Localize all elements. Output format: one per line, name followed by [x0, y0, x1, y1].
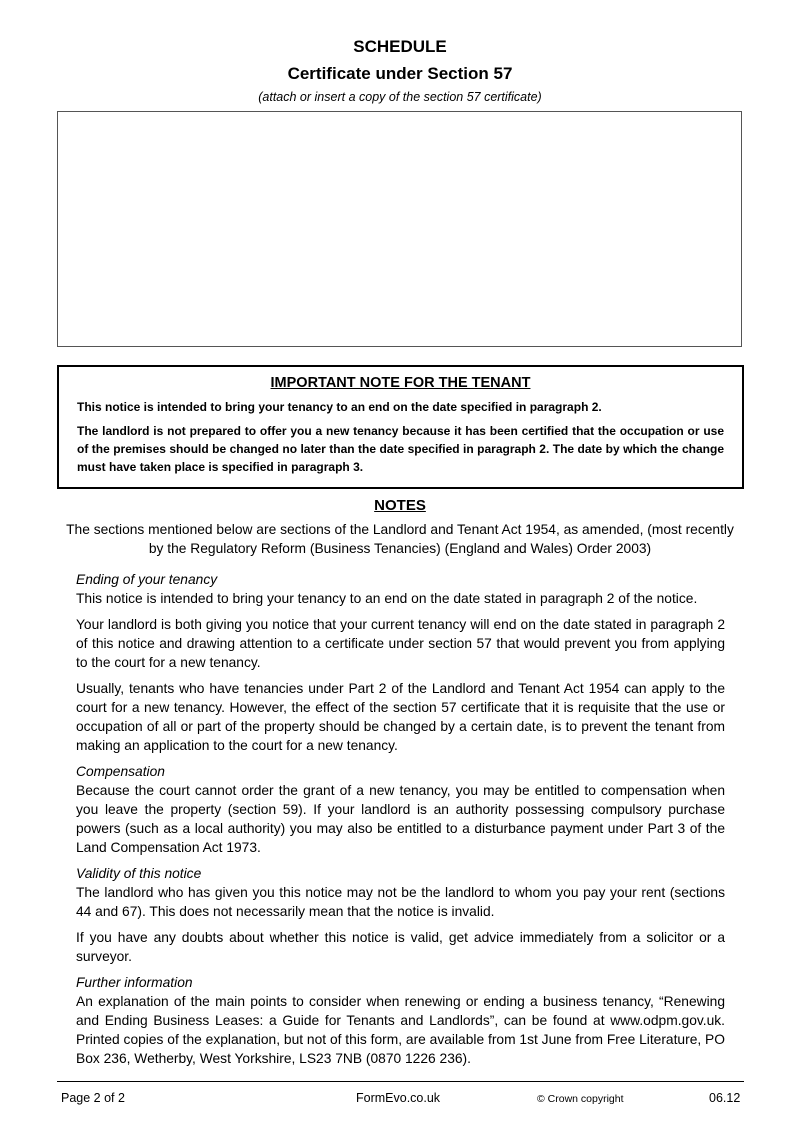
- tenant-note-box: [57, 365, 744, 489]
- attach-note: (attach or insert a copy of the section 57 certificate): [258, 90, 542, 104]
- footer-copyright: © Crown copyright: [537, 1093, 624, 1105]
- footer-divider: [57, 1081, 744, 1082]
- compensation-paragraph-1: Because the court cannot order the grant of a new tenancy, you may be entitled to compensation when you leave the property (section 59). If your landlord is an authority possessing compulsory purchase powers (such as a local authority) you may also be entitled to a disturbance payment under Part 3 of the Land Compensation Act 1973.: [76, 783, 725, 855]
- section-title-compensation: Compensation: [76, 764, 165, 779]
- validity-paragraph-2: If you have any doubts about whether this notice is valid, get advice immediately from a solicitor or a surveyor.: [76, 930, 725, 964]
- notes-body: [76, 570, 725, 1075]
- ending-paragraph-3: Usually, tenants who have tenancies under Part 2 of the Landlord and Tenant Act 1954 can apply to the court for a new tenancy. However, the effect of the section 57 certificate that it is requisite that the use or occupation of all or part of the property should be changed by a certain date, is to prevent the tenant from making an application to the court for a new tenancy.: [76, 681, 725, 753]
- footer-page-number: Page 2 of 2: [61, 1091, 125, 1105]
- certificate-attachment-box[interactable]: [57, 111, 742, 347]
- notes-intro: The sections mentioned below are sections of the Landlord and Tenant Act 1954, as amended, (most recently by the Regulatory Reform (Business Tenancies) (England and Wales) Order 2003): [66, 522, 734, 556]
- notes-heading: NOTES: [374, 497, 426, 514]
- section-title-validity: Validity of this notice: [76, 866, 202, 881]
- section-validity: [76, 864, 725, 966]
- certificate-title: Certificate under Section 57: [287, 64, 513, 83]
- section-compensation: [76, 762, 725, 857]
- further-paragraph-1: An explanation of the main points to consider when renewing or ending a business tenancy, “Renewing and Ending Business Leases: a Guide for Tenants and Landlords”, can be found at www.odpm.gov.uk. Printed copies of the explanation, but not of this form, are available from 1st June from Free Literature, PO Box 236, Wetherby, West Yorkshire, LS23 7NB (0870 1226 236).: [76, 994, 725, 1066]
- validity-paragraph-1: The landlord who has given you this notice may not be the landlord to whom you pay your rent (sections 44 and 67). This does not necessarily mean that the notice is invalid.: [76, 885, 725, 919]
- section-title-further: Further information: [76, 975, 193, 990]
- section-further: [76, 973, 725, 1068]
- section-ending: [76, 570, 725, 755]
- ending-paragraph-2: Your landlord is both giving you notice that your current tenancy will end on the date stated in paragraph 2 of this notice and drawing attention to a certificate under section 57 that would prevent you from applying to the court for a new tenancy.: [76, 617, 725, 670]
- footer-version: 06.12: [709, 1091, 741, 1105]
- tenant-note-paragraph-2: The landlord is not prepared to offer you a new tenancy because it has been certified that the occupation or use of the premises should be changed no later than the date specified in paragraph 2. The date by which the change must have taken place is specified in paragraph 3.: [77, 424, 724, 474]
- footer-site: FormEvo.co.uk: [356, 1091, 441, 1105]
- tenant-note-heading: IMPORTANT NOTE FOR THE TENANT: [270, 375, 531, 391]
- tenant-note-paragraph-1: This notice is intended to bring your tenancy to an end on the date specified in paragraph 2.: [77, 400, 602, 414]
- schedule-title: SCHEDULE: [353, 37, 447, 56]
- section-title-ending: Ending of your tenancy: [76, 572, 218, 587]
- ending-paragraph-1: This notice is intended to bring your tenancy to an end on the date stated in paragraph 2 of the notice.: [76, 591, 698, 606]
